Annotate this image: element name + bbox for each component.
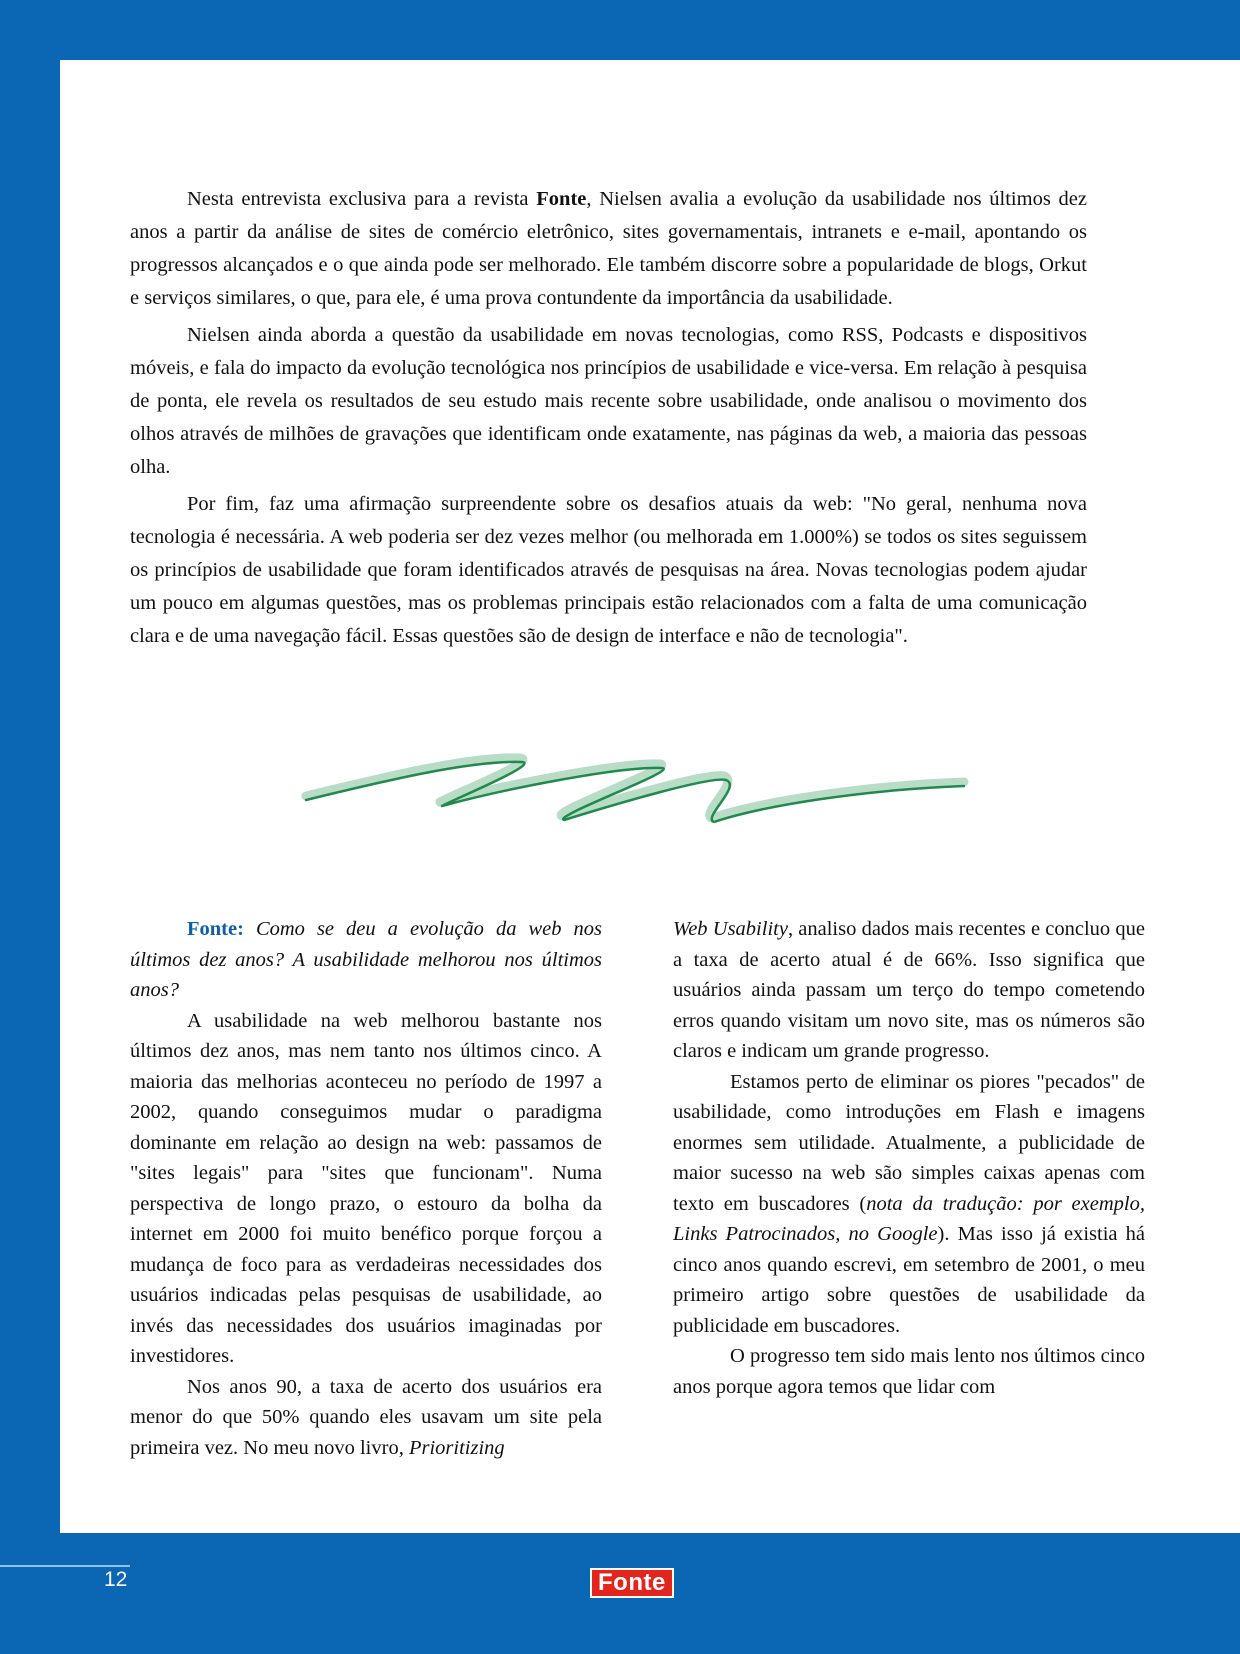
fonte-logo: Fonte — [590, 1568, 674, 1598]
intro-paragraph-2: Nielsen ainda aborda a questão da usabilidade em novas tecnologias, como RSS, Podcasts e dispositivos móveis, e fala do impacto da evolução tecnológica nos princípios de usabilidade e vice-versa. Em relação à pesquisa de ponta, ele revela os resultados de seu estudo mais recente sobre usabilidade, onde analisou o movimento dos olhos através de milhões de gravações que identificam onde exatamente, nas páginas da web, a maioria das pessoas olha. — [130, 324, 1087, 478]
intro-paragraph-1: Nesta entrevista exclusiva para a revista Fonte, Nielsen avalia a evolução da usabilidade nos últimos dez anos a partir da análise de sites de comércio eletrônico, sites governamentais, intranets e e-mail, apontando os progressos alcançados e o que ainda pode ser melhorado. Ele também discorre sobre a popularidade de blogs, Orkut e serviços similares, o que, para ele, é uma prova contundente da importância da usabilidade. — [130, 188, 1087, 309]
answer-paragraph-4: O progresso tem sido mais lento nos últimos cinco anos porque agora temos que lidar com — [673, 1345, 1145, 1398]
answer-paragraph-2-start: Nos anos 90, a taxa de acerto dos usuários era menor do que 50% quando eles usavam um site pela primeira vez. No meu novo livro, Prioritizing — [130, 1375, 602, 1459]
interview-column-right — [673, 914, 1145, 1402]
answer-paragraph-1: A usabilidade na web melhorou bastante nos últimos dez anos, mas nem tanto nos últimos cinco. A maioria das melhorias aconteceu no período de 1997 a 2002, quando conseguimos mudar o paradigma dominante em relação ao design na web: passamos de "sites legais" para "sites que funcionam". Numa perspectiva de longo prazo, o estouro da bolha da internet em 2000 foi muito benéfico porque forçou a mudança de foco para as verdadeiras necessidades dos usuários indicadas pelas pesquisas de usabilidade, ao invés das necessidades dos usuários imaginadas por investidores. — [130, 1009, 602, 1367]
decorative-squiggle-divider — [300, 752, 970, 828]
book-title-part-1: Prioritizing — [408, 1436, 505, 1459]
answer-paragraph-3: Estamos perto de eliminar os piores "pecados" de usabilidade, como introduções em Flash e imagens enormes sem utilidade. Atualmente, a publicidade de maior sucesso na web são simples caixas apenas com texto em buscadores (nota da tradução: por exemplo, Links Patrocinados, no Google). Mas isso já existia há cinco anos quando escrevi, em setembro de 2001, o meu primeiro artigo sobre questões de usabilidade da publicidade em buscadores. — [673, 1070, 1145, 1337]
interview-column-left — [130, 914, 602, 1463]
question-text: Como se deu a evolução da web nos últimos dez anos? A usabilidade melhorou nos últimos anos? — [130, 918, 602, 1001]
answer-paragraph-2-continued: Web Usability, analiso dados mais recentes e concluo que a taxa de acerto atual é de 66%. Isso significa que usuários ainda passam um terço do tempo cometendo erros quando visitam um novo site, mas os números são claros e indicam um grande progresso. — [673, 918, 1145, 1062]
book-title-part-2: Web Usability — [673, 918, 788, 940]
question-label: Fonte: — [187, 918, 244, 940]
translator-note: nota da tradução: por exemplo, Links Patrocinados, no Google — [673, 1192, 1145, 1245]
footer-rule — [0, 1565, 130, 1567]
intro-section — [130, 183, 1087, 657]
interview-question — [130, 914, 602, 1006]
magazine-name: Fonte — [536, 188, 587, 210]
intro-paragraph-3: Por fim, faz uma afirmação surpreendente sobre os desafios atuais da web: "No geral, nenhuma nova tecnologia é necessária. A web poderia ser dez vezes melhor (ou melhorada em 1.000%) se todos os sites seguissem os princípios de usabilidade que foram identificados através de pesquisas na área. Novas tecnologias podem ajudar um pouco em algumas questões, mas os problemas principais estão relacionados com a falta de uma comunicação clara e de uma navegação fácil. Essas questões são de design de interface e não de tecnologia". — [130, 493, 1087, 647]
page-number: 12 — [104, 1568, 128, 1591]
